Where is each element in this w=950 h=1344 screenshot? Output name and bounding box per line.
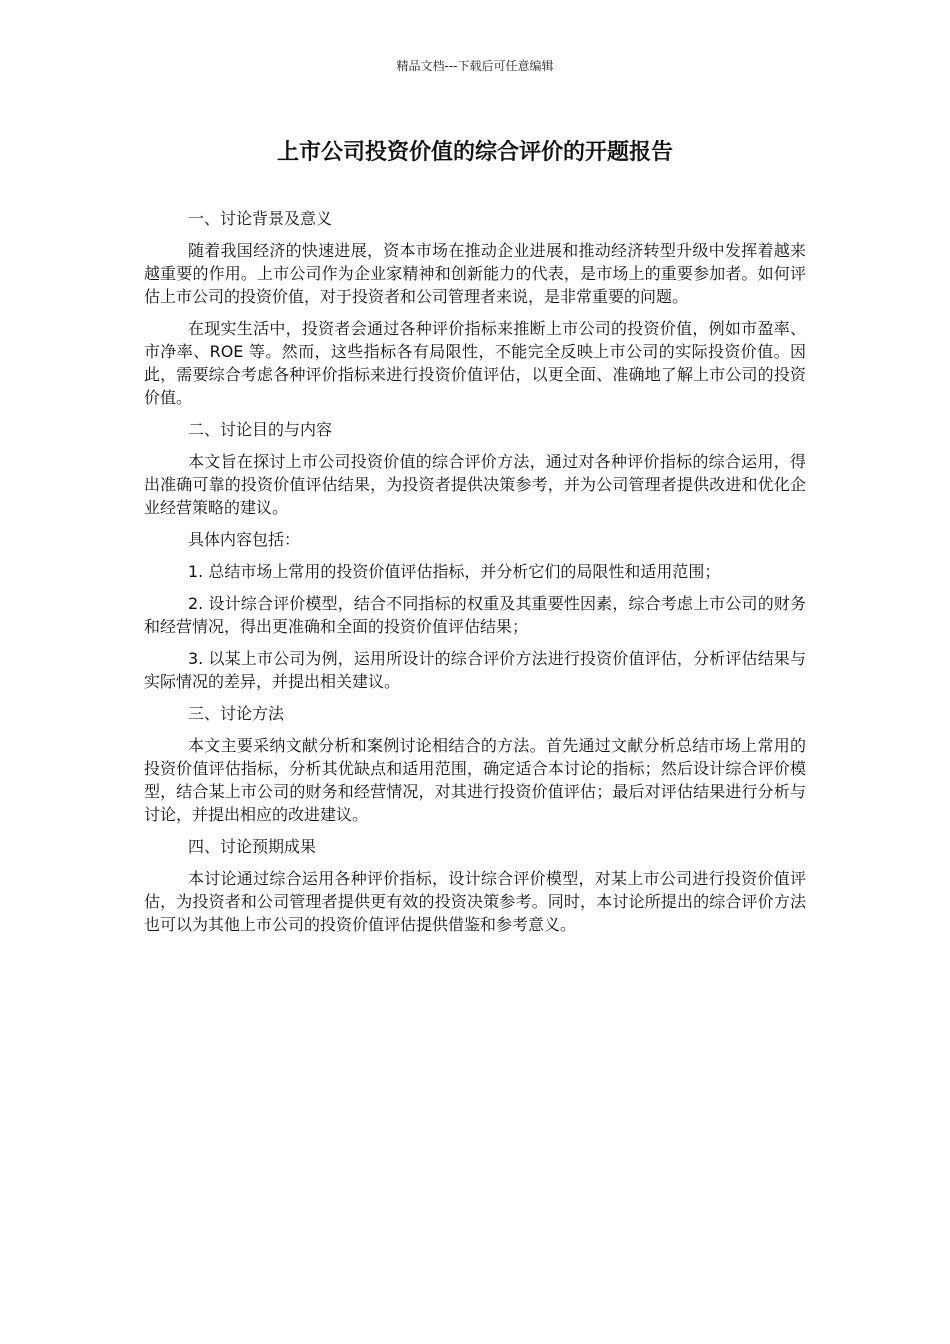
paragraph-background-1: 随着我国经济的快速进展，资本市场在推动企业进展和推动经济转型升级中发挥着越来越重要的作用。上市公司作为企业家精神和创新能力的代表，是市场上的重要参加者。如何评估上市公司的投资价值，对于投资者和公司管理者来说，是非常重要的问题。 xyxy=(144,241,806,306)
paragraph-method-1: 本文主要采纳文献分析和案例讨论相结合的方法。首先通过文献分析总结市场上常用的投资价值评估指标，分析其优缺点和适用范围，确定适合本讨论的指标；然后设计综合评价模型，结合某上市公司的财务和经营情况，对其进行投资价值评估；最后对评估结果进行分析与讨论，并提出相应的改进建议。 xyxy=(144,736,806,824)
document-body xyxy=(144,207,806,945)
list-item: 3. 以某上市公司为例，运用所设计的综合评价方法进行投资价值评估，分析评估结果与实际情况的差异，并提出相关建议。 xyxy=(144,649,806,691)
paragraph-content-intro: 具体内容包括： xyxy=(188,530,301,549)
document-title: 上市公司投资价值的综合评价的开题报告 xyxy=(276,140,673,165)
list-item: 2. 设计综合评价模型，结合不同指标的权重及其重要性因素，综合考虑上市公司的财务和经营情况，得出更准确和全面的投资价值评估结果； xyxy=(144,594,806,636)
paragraph-purpose-1: 本文旨在探讨上市公司投资价值的综合评价方法，通过对各种评价指标的综合运用，得出准确可靠的投资价值评估结果，为投资者提供决策参考，并为公司管理者提供改进和优化企业经营策略的建议。 xyxy=(144,452,806,517)
section-heading-background: 一、讨论背景及意义 xyxy=(188,209,333,228)
section-heading-outcome: 四、讨论预期成果 xyxy=(188,837,317,856)
list-item: 1. 总结市场上常用的投资价值评估指标，并分析它们的局限性和适用范围； xyxy=(188,562,721,581)
header-note: 精品文档---下载后可任意编辑 xyxy=(396,59,554,73)
section-heading-purpose: 二、讨论目的与内容 xyxy=(188,420,333,439)
paragraph-outcome-1: 本讨论通过综合运用各种评价指标，设计综合评价模型，对某上市公司进行投资价值评估，为投资者和公司管理者提供更有效的投资决策参考。同时，本讨论所提出的综合评价方法也可以为其他上市公司的投资价值评估提供借鉴和参考意义。 xyxy=(144,869,806,934)
section-heading-method: 三、讨论方法 xyxy=(188,704,285,723)
paragraph-background-2: 在现实生活中，投资者会通过各种评价指标来推断上市公司的投资价值，例如市盈率、市净率、ROE 等。然而，这些指标各有局限性，不能完全反映上市公司的实际投资价值。因此，需要综合考虑各种评价指标来进行投资价值评估，以更全面、准确地了解上市公司的投资价值。 xyxy=(144,319,806,407)
